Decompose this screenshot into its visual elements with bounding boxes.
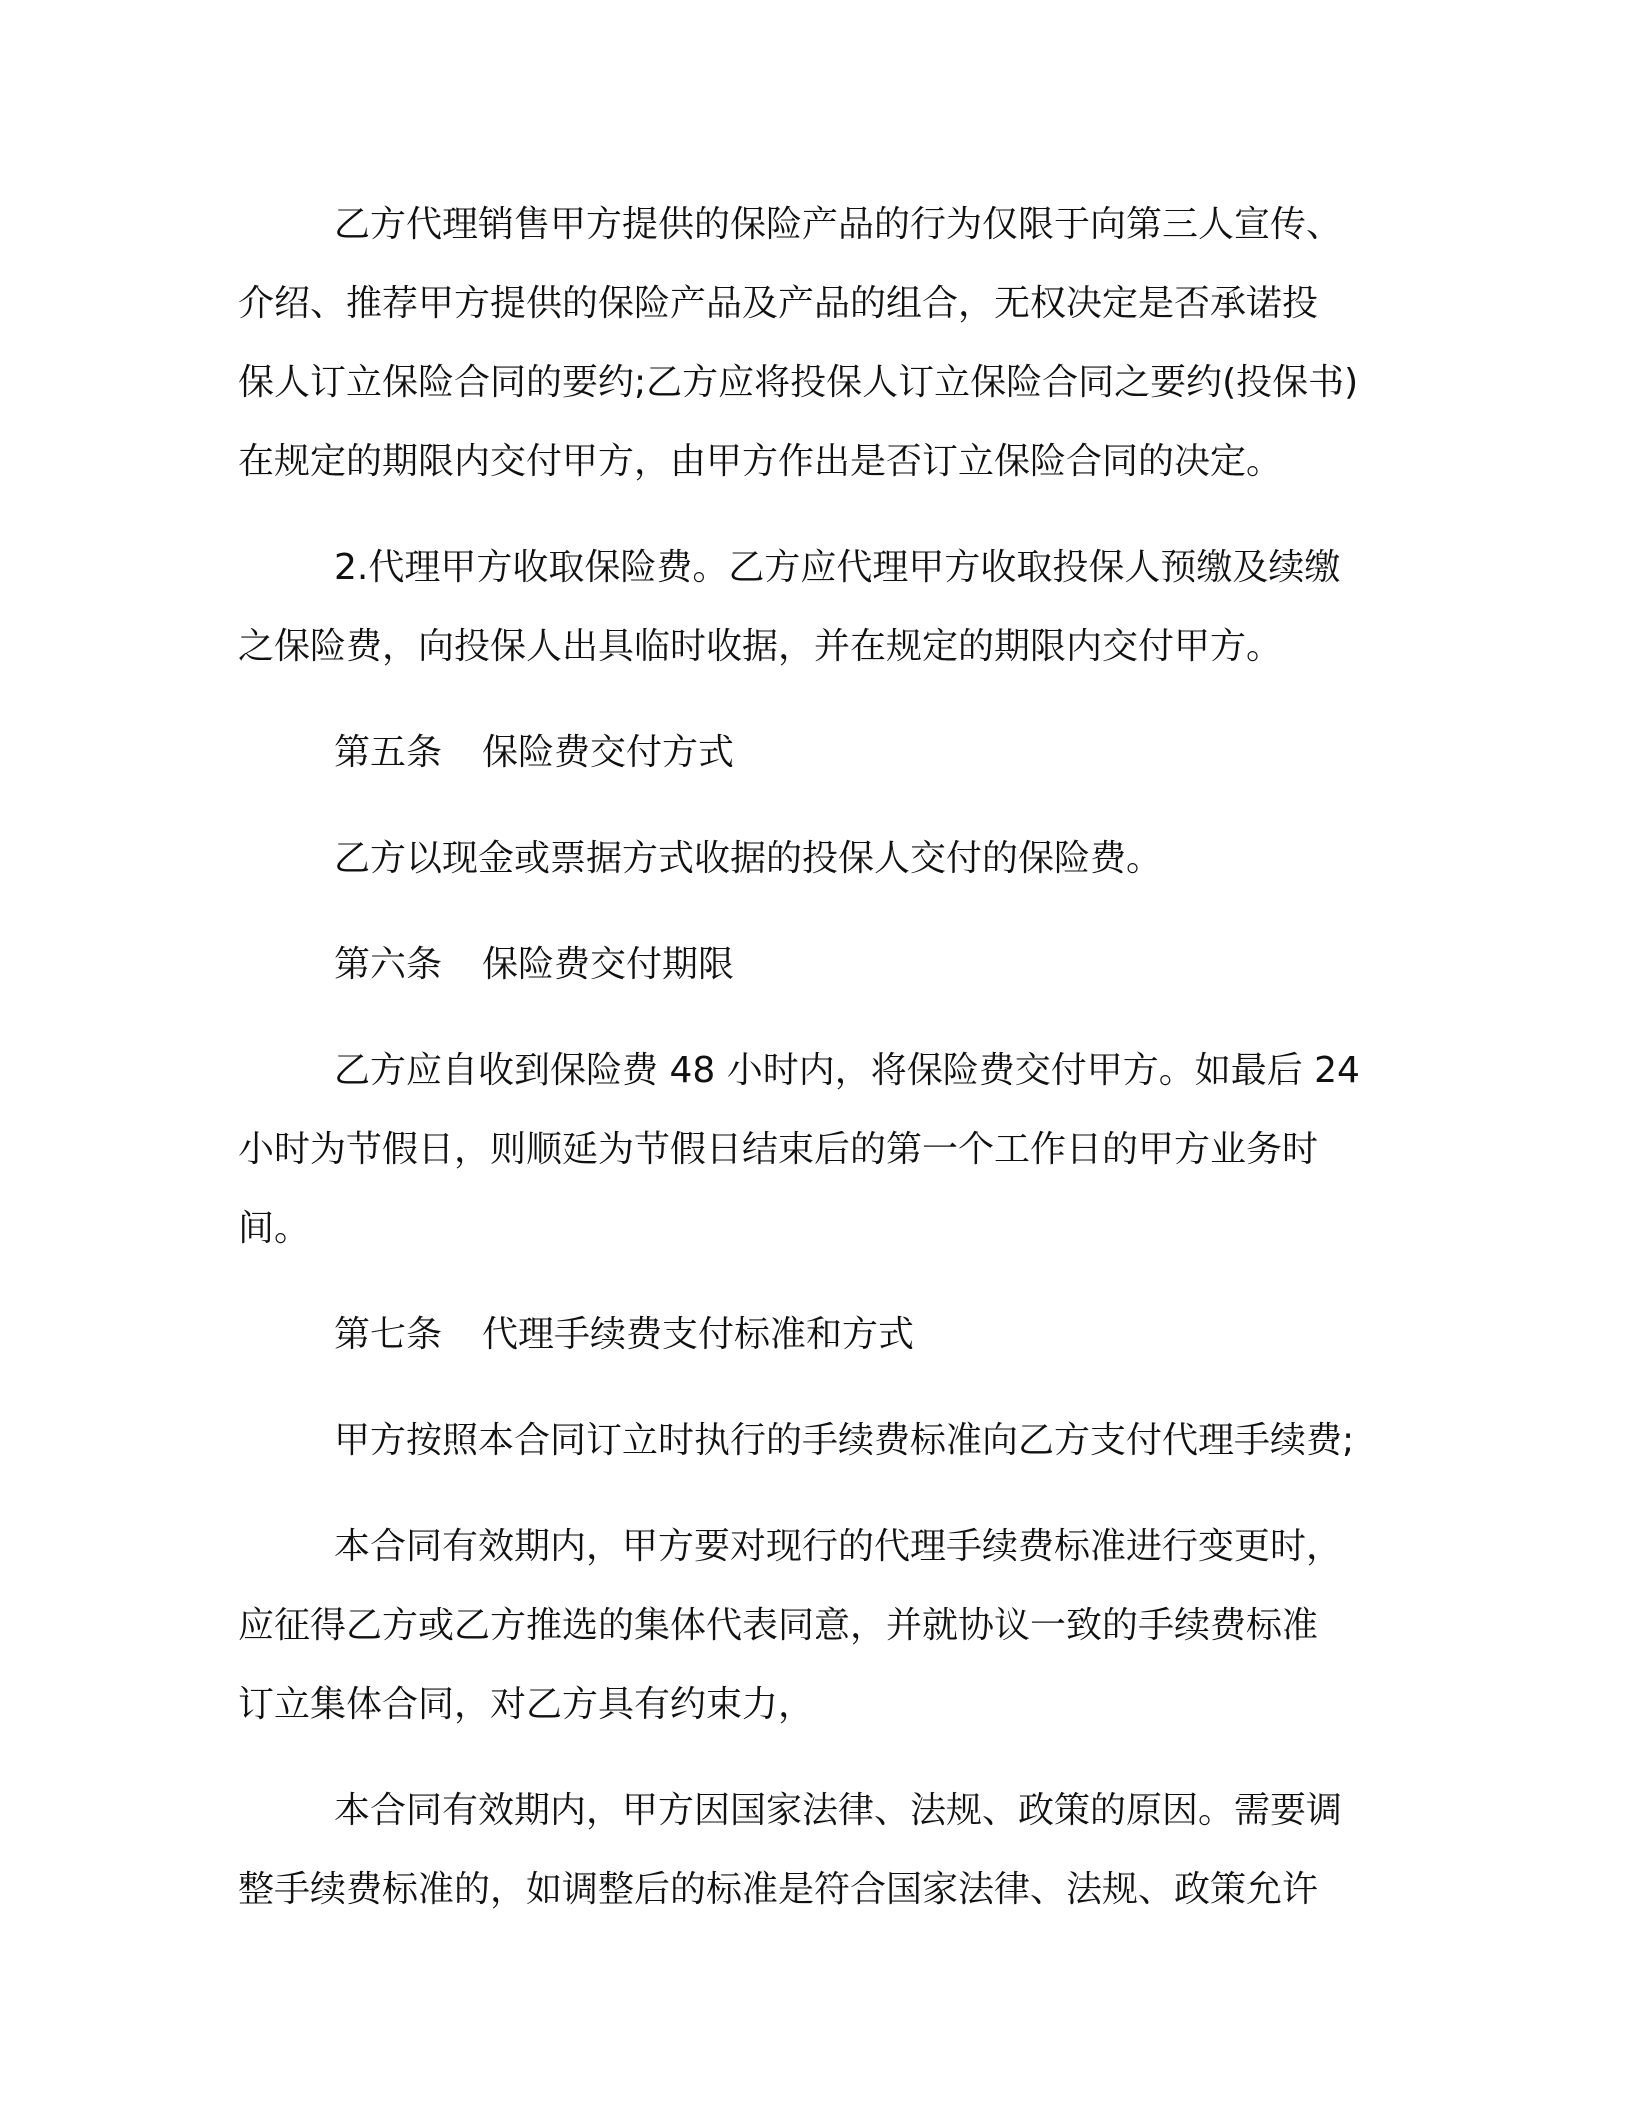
text-line: 介绍、推荐甲方提供的保险产品及产品的组合，无权决定是否承诺投 — [238, 283, 1319, 324]
paragraph-payment-method — [238, 819, 1398, 898]
text-line: 之保险费，向投保人出具临时收据，并在规定的期限内交付甲方。 — [238, 626, 1283, 667]
article-number: 第七条 — [334, 1314, 443, 1355]
article-5-heading — [238, 713, 1398, 792]
text-line: 2.代理甲方收取保险费。乙方应代理甲方收取投保人预缴及续缴 — [334, 547, 1341, 588]
text-line: 本合同有效期内，甲方要对现行的代理手续费标准进行变更时， — [334, 1526, 1343, 1567]
paragraph-fee-standard — [238, 1401, 1398, 1480]
paragraph-payment-deadline — [238, 1031, 1398, 1268]
text-line: 应征得乙方或乙方推选的集体代表同意，并就协议一致的手续费标准 — [238, 1605, 1319, 1646]
heading-line — [238, 925, 1398, 1004]
heading-line — [238, 713, 1398, 792]
article-number: 第六条 — [334, 944, 443, 985]
article-number: 第五条 — [334, 732, 443, 773]
article-6-heading — [238, 925, 1398, 1004]
heading-line — [238, 1295, 1398, 1374]
text-line: 乙方以现金或票据方式收据的投保人交付的保险费。 — [334, 838, 1163, 879]
text-line: 甲方按照本合同订立时执行的手续费标准向乙方支付代理手续费; — [334, 1420, 1355, 1461]
text-line: 间。 — [238, 1208, 311, 1249]
text-line: 保人订立保险合同的要约;乙方应将投保人订立保险合同之要约(投保书) — [238, 362, 1359, 403]
text-line: 订立集体合同，对乙方具有约束力， — [238, 1684, 815, 1725]
paragraph-collect-premium — [238, 528, 1398, 686]
paragraph-fee-adjustment — [238, 1771, 1398, 1929]
paragraph-agency-scope — [238, 185, 1398, 501]
text-line: 乙方代理销售甲方提供的保险产品的行为仅限于向第三人宣传、 — [334, 204, 1343, 245]
paragraph-fee-change — [238, 1507, 1398, 1744]
text-line: 小时为节假日，则顺延为节假日结束后的第一个工作日的甲方业务时 — [238, 1129, 1319, 1170]
article-title: 保险费交付期限 — [482, 944, 735, 985]
text-line: 整手续费标准的，如调整后的标准是符合国家法律、法规、政策允许 — [238, 1869, 1319, 1910]
text-line: 本合同有效期内，甲方因国家法律、法规、政策的原因。需要调 — [334, 1790, 1343, 1831]
text-line: 乙方应自收到保险费 48 小时内，将保险费交付甲方。如最后 24 — [334, 1050, 1360, 1091]
text-line: 在规定的期限内交付甲方，由甲方作出是否订立保险合同的决定。 — [238, 441, 1283, 482]
article-7-heading — [238, 1295, 1398, 1374]
article-title: 代理手续费支付标准和方式 — [482, 1314, 915, 1355]
document-page — [238, 185, 1398, 1929]
article-title: 保险费交付方式 — [482, 732, 735, 773]
